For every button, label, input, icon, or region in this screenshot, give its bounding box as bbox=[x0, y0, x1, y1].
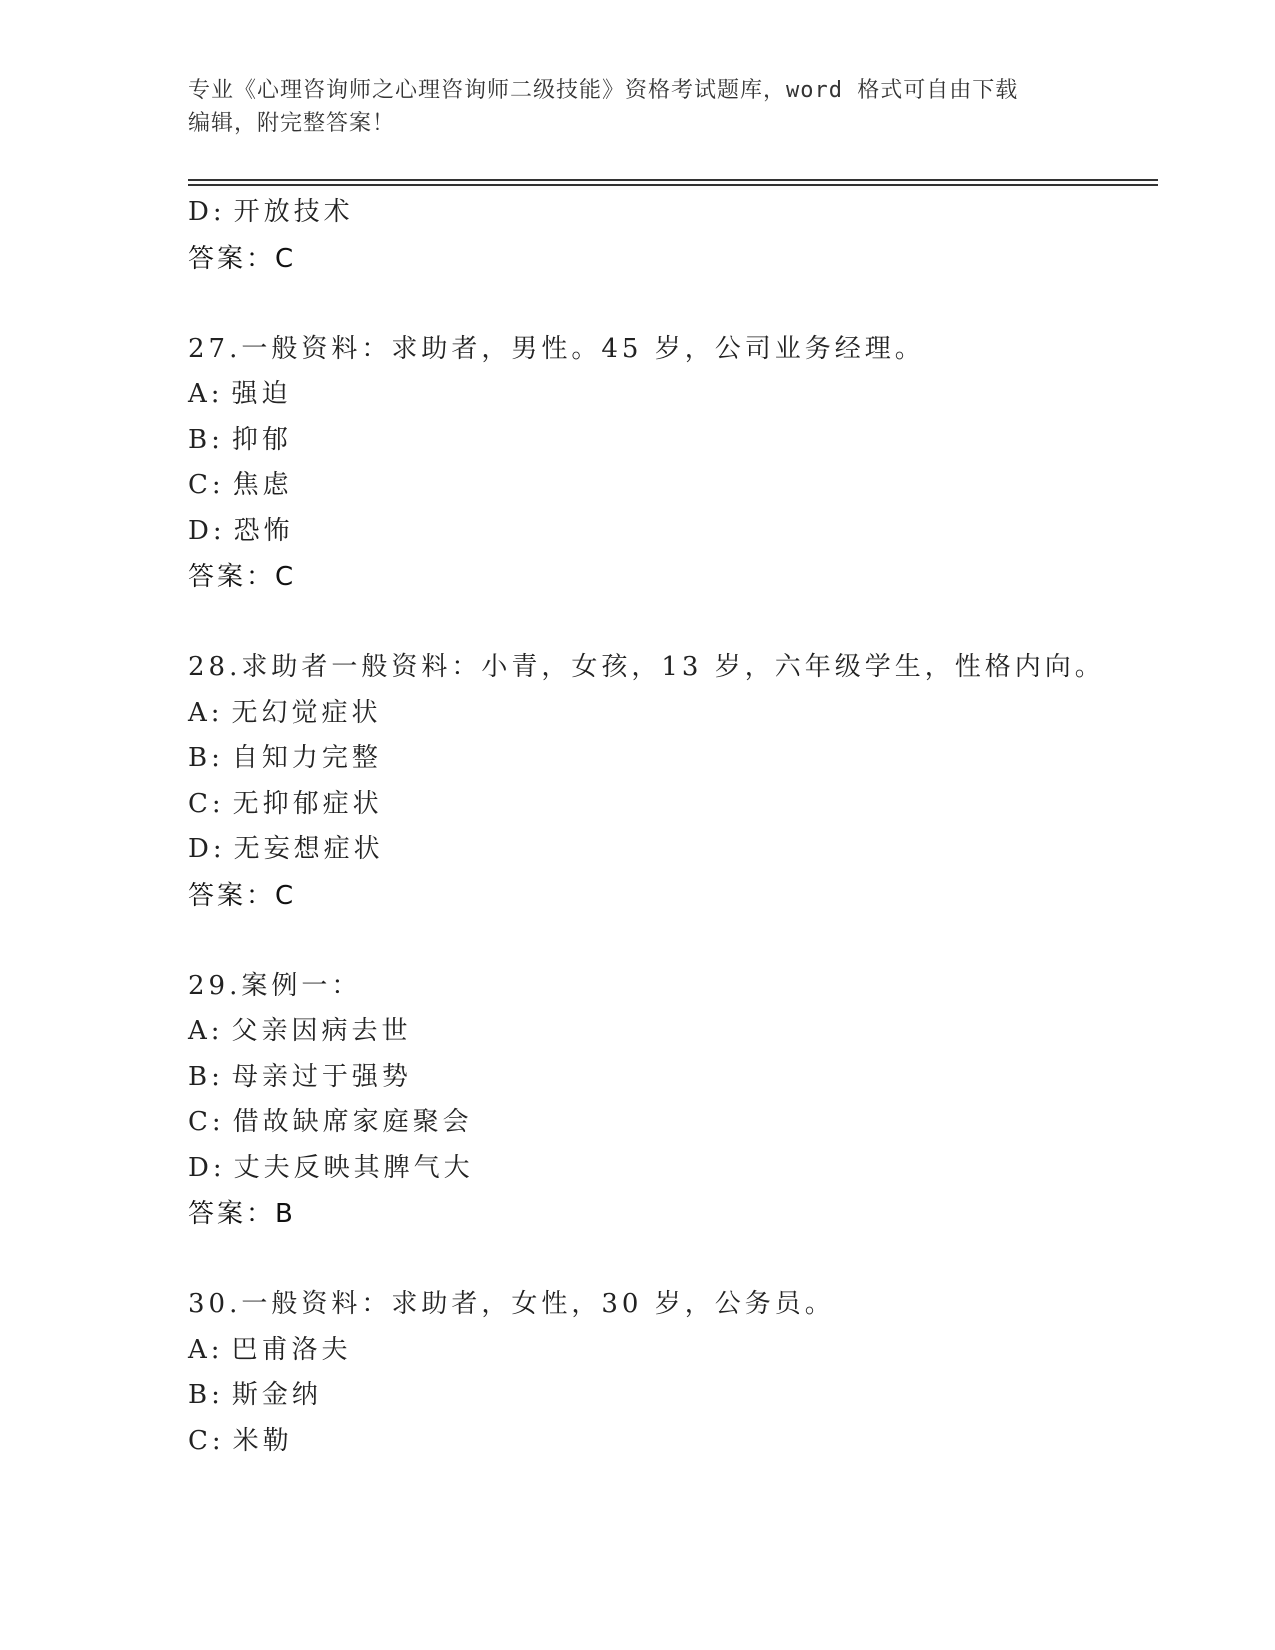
option-b bbox=[188, 1373, 1148, 1419]
option-text: 丈夫反映其脾气大 bbox=[233, 1152, 474, 1183]
option-text: 强迫 bbox=[231, 379, 292, 409]
option-letter: D: bbox=[188, 1152, 226, 1183]
option-c bbox=[188, 782, 1148, 828]
option-text: 抑郁 bbox=[231, 424, 292, 455]
option-a bbox=[188, 691, 1148, 737]
question-stem: 28.求助者一般资料：小青，女孩，13 岁，六年级学生，性格内向。 bbox=[188, 652, 1105, 682]
header-line-1: 专业《心理咨询师之心理咨询师二级技能》资格考试题库，word 格式可自由下载 bbox=[188, 78, 1019, 103]
header-divider-top bbox=[188, 179, 1158, 181]
option-b bbox=[188, 418, 1148, 464]
option-text: 巴甫洛夫 bbox=[231, 1334, 352, 1365]
option-d bbox=[188, 827, 1148, 873]
header-divider-bottom bbox=[188, 184, 1158, 186]
option-letter: D: bbox=[188, 515, 226, 546]
option-text: 恐怖 bbox=[233, 515, 294, 546]
option-a bbox=[188, 1009, 1148, 1055]
answer-line: 答案：B bbox=[188, 1199, 296, 1229]
option-text: 父亲因病去世 bbox=[231, 1016, 412, 1046]
option-d bbox=[188, 190, 1148, 236]
question-27 bbox=[188, 327, 1148, 601]
question-stem: 30.一般资料：求助者，女性，30 岁，公务员。 bbox=[188, 1289, 835, 1319]
option-a bbox=[188, 1328, 1148, 1374]
option-text: 无抑郁症状 bbox=[232, 788, 383, 819]
option-letter: D: bbox=[188, 834, 226, 864]
option-letter: A: bbox=[188, 379, 224, 409]
option-b bbox=[188, 736, 1148, 782]
option-text: 米勒 bbox=[232, 1425, 293, 1456]
question-list bbox=[188, 190, 1148, 1464]
option-letter: A: bbox=[188, 1334, 224, 1365]
option-letter: C: bbox=[188, 470, 225, 500]
option-letter: B: bbox=[188, 1061, 224, 1092]
answer-line: 答案：C bbox=[188, 243, 297, 274]
option-letter: A: bbox=[188, 697, 224, 728]
option-c bbox=[188, 463, 1148, 509]
option-text: 借故缺席家庭聚会 bbox=[232, 1107, 473, 1137]
answer-line: 答案：C bbox=[188, 562, 297, 592]
option-letter: B: bbox=[188, 1380, 224, 1410]
option-text: 无幻觉症状 bbox=[231, 697, 382, 728]
answer-line: 答案：C bbox=[188, 880, 297, 911]
option-letter: D: bbox=[188, 197, 226, 227]
option-b bbox=[188, 1055, 1148, 1101]
option-text: 母亲过于强势 bbox=[231, 1061, 412, 1092]
option-c bbox=[188, 1100, 1148, 1146]
option-letter: C: bbox=[188, 788, 225, 819]
option-text: 焦虑 bbox=[232, 470, 293, 500]
option-c bbox=[188, 1419, 1148, 1465]
question-stem: 29.案例一： bbox=[188, 970, 362, 1001]
question-28 bbox=[188, 645, 1148, 919]
option-d bbox=[188, 1146, 1148, 1192]
option-text: 斯金纳 bbox=[231, 1380, 322, 1410]
option-letter: C: bbox=[188, 1107, 225, 1137]
header-line-2: 编辑，附完整答案！ bbox=[188, 111, 396, 136]
option-letter: C: bbox=[188, 1425, 225, 1456]
question-stem: 27.一般资料：求助者，男性。45 岁，公司业务经理。 bbox=[188, 333, 925, 364]
option-a bbox=[188, 372, 1148, 418]
question-30 bbox=[188, 1282, 1148, 1464]
option-text: 自知力完整 bbox=[231, 743, 382, 773]
option-text: 无妄想症状 bbox=[233, 834, 384, 864]
document-header bbox=[188, 74, 1068, 140]
option-letter: B: bbox=[188, 424, 224, 455]
option-letter: B: bbox=[188, 743, 224, 773]
option-text: 开放技术 bbox=[233, 197, 354, 227]
question-29 bbox=[188, 964, 1148, 1238]
option-d bbox=[188, 509, 1148, 555]
option-letter: A: bbox=[188, 1016, 224, 1046]
